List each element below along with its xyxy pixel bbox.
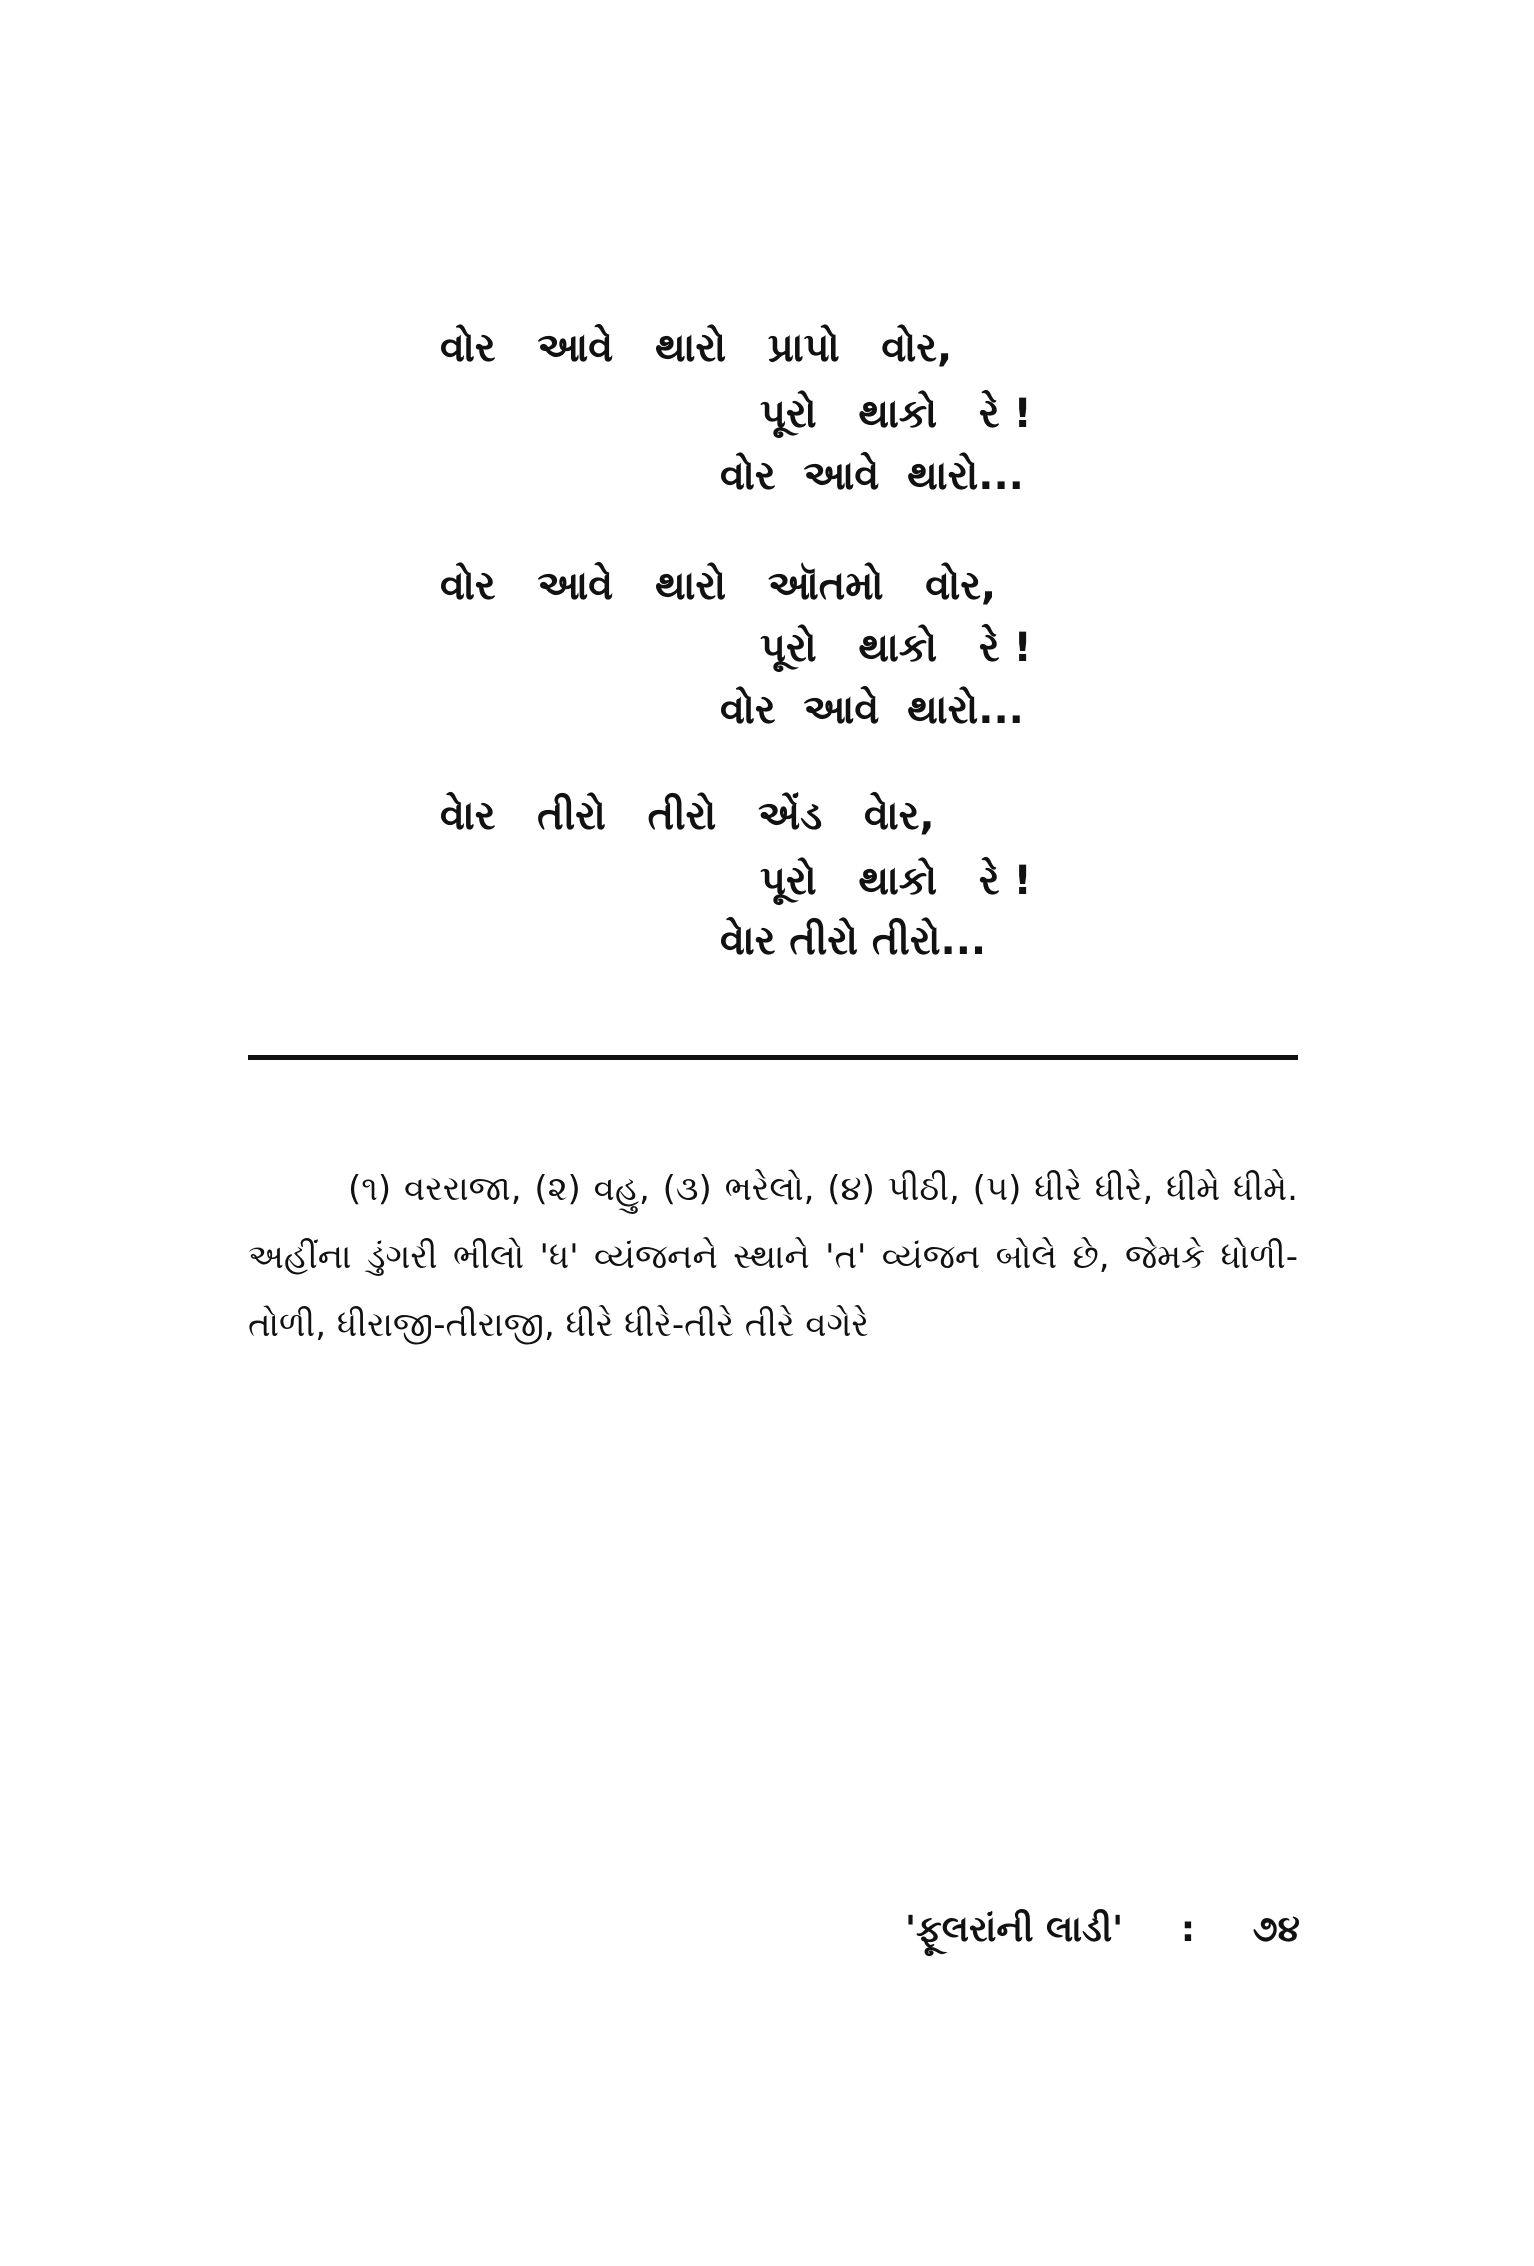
footnote bbox=[248, 1155, 1298, 1359]
page-footer bbox=[905, 1905, 1300, 1955]
verse-3-line-3: વેાર તીરો તીરો... bbox=[720, 918, 987, 964]
verse-1-line-1: વોર આવે થારો પ્રાપો વોર, bbox=[440, 325, 953, 371]
verse-3-line-1: વેાર તીરો તીરો એંડ વેાર, bbox=[440, 793, 935, 839]
verse-3-line-2: પૂરો થાકો રે ! bbox=[760, 858, 1032, 904]
footer-separator: : bbox=[1180, 1909, 1196, 1950]
verse-2-line-2: પૂરો થાકો રે ! bbox=[760, 625, 1032, 671]
verse-2-line-3: વોર આવે થારો... bbox=[720, 687, 1024, 733]
footnote-divider bbox=[248, 1055, 1298, 1060]
verse-1-line-2: પૂરો થાકો રે ! bbox=[760, 391, 1032, 437]
verse-2-line-1: વોર આવે થારો ઑતમો વોર, bbox=[440, 563, 997, 609]
verse-1-line-3: વોર આવે થારો... bbox=[720, 453, 1024, 499]
book-title: 'ફૂલરાંની લાડી' bbox=[905, 1909, 1124, 1950]
page-number: ૭૪ bbox=[1252, 1909, 1300, 1950]
footnote-text: (૧) વરરાજા, (૨) વહુ, (૩) ભરેલો, (૪) પીઠી, (૫) ધીરે ધીરે, ધીમે ધીમે. અહીંના ડુંગરી ભીલો 'ધ' વ્યંજનને સ્થાને 'ત' વ્યંજન બોલે છે, જેમકે ધોળી-તોળી, ધીરાજી-તીરાજી, ધીરે ધીરે-તીરે તીરે વગેરે bbox=[248, 1169, 1298, 1345]
